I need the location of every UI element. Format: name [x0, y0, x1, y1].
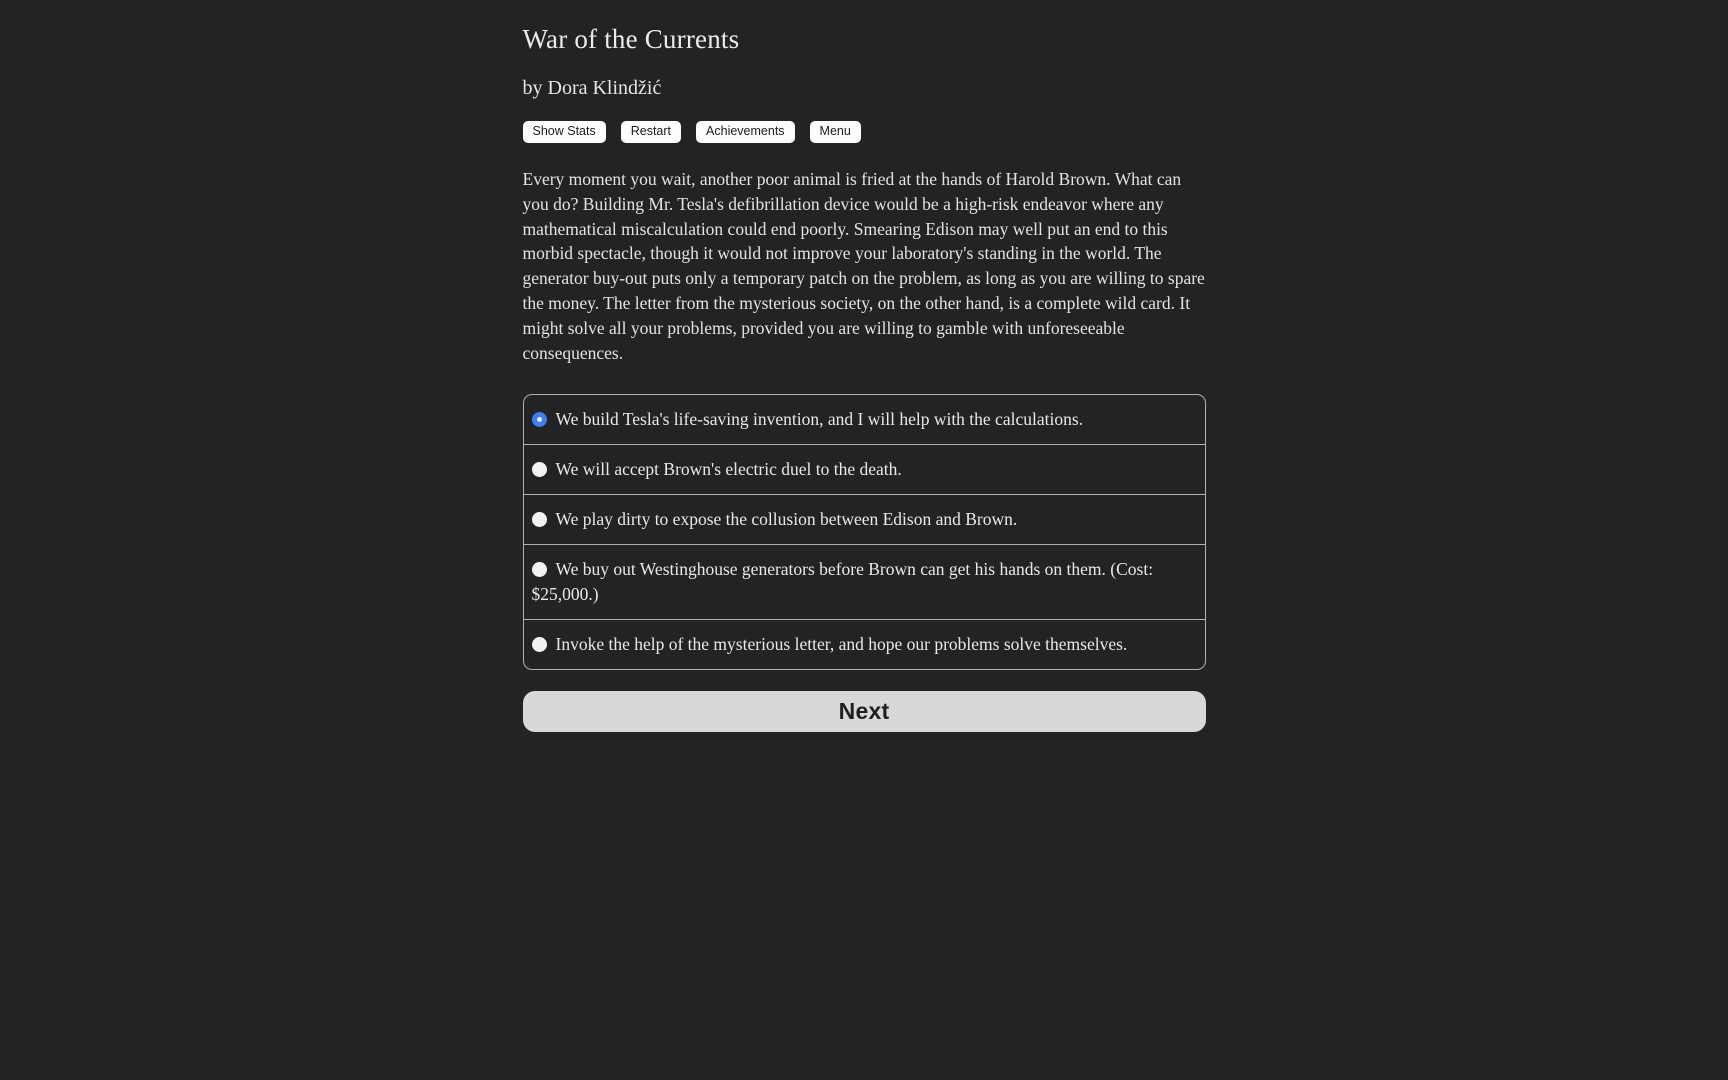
choice-label: We will accept Brown's electric duel to the death.: [555, 459, 902, 480]
show-stats-button[interactable]: Show Stats: [523, 121, 606, 143]
radio-button-icon[interactable]: [532, 412, 547, 427]
radio-button-icon[interactable]: [532, 562, 547, 577]
choice-label: We build Tesla's life-saving invention, and I will help with the calculations.: [555, 409, 1084, 430]
choice-option-4[interactable]: [524, 544, 1205, 619]
choice-label: We play dirty to expose the collusion between Edison and Brown.: [555, 509, 1018, 530]
achievements-button[interactable]: Achievements: [696, 121, 795, 143]
game-content: [523, 0, 1206, 732]
choice-label: Invoke the help of the mysterious letter, and hope our problems solve themselves.: [555, 634, 1128, 655]
toolbar: [523, 121, 1206, 143]
radio-button-icon[interactable]: [532, 512, 547, 527]
author-byline: by Dora Klindžić: [522, 77, 662, 99]
page-title: War of the Currents: [522, 24, 740, 54]
story-text: Every moment you wait, another poor animal is fried at the hands of Harold Brown. What can you do? Building Mr. Tesla's defibrillation device would be a high-risk endeavor where any mathematical miscalculation could end poorly. Smearing Edison may well put an end to this morbid spectacle, though it would not improve your laboratory's standing in the world. The generator buy-out puts only a temporary patch on the problem, as long as you are willing to spare the money. The letter from the mysterious society, on the other hand, is a complete wild card. It might solve all your problems, provided you are willing to gamble with unforeseeable consequences.: [522, 169, 1205, 363]
radio-button-icon[interactable]: [532, 637, 547, 652]
choice-label: We buy out Westinghouse generators before Brown can get his hands on them. (Cost: $25,000.): [531, 559, 1154, 605]
restart-button[interactable]: Restart: [621, 121, 681, 143]
choice-list: [523, 394, 1206, 670]
radio-button-icon[interactable]: [532, 462, 547, 477]
choice-option-5[interactable]: [524, 619, 1205, 669]
menu-button[interactable]: Menu: [810, 121, 861, 143]
choice-option-2[interactable]: [524, 444, 1205, 494]
next-button[interactable]: Next: [523, 691, 1206, 732]
choice-option-3[interactable]: [524, 494, 1205, 544]
choice-option-1[interactable]: [524, 395, 1205, 444]
